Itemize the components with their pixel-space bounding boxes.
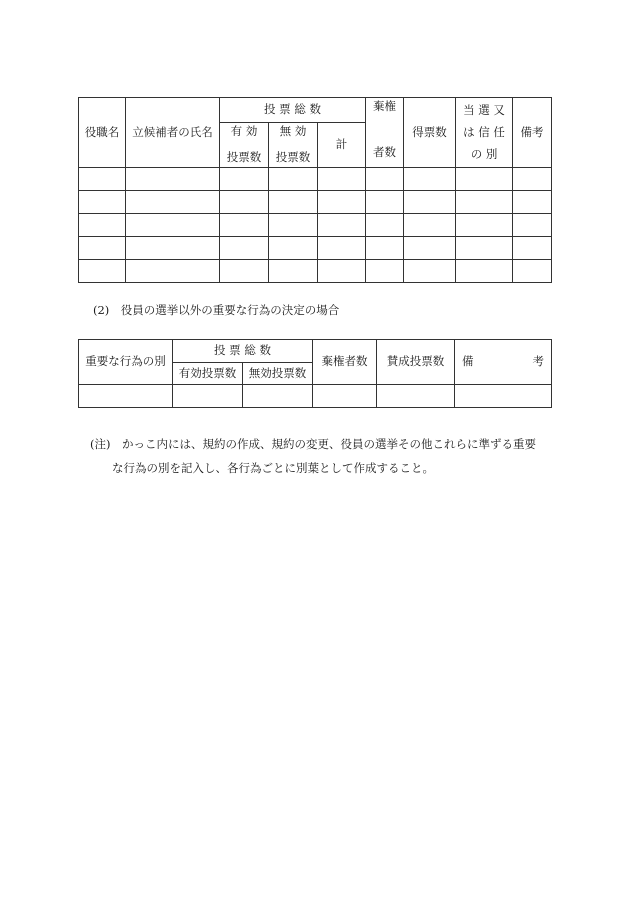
table-cell[interactable]: [377, 385, 455, 408]
header-remarks: 備考: [513, 98, 552, 168]
table-cell[interactable]: [513, 237, 552, 260]
header-role: 役職名: [79, 98, 126, 168]
table-cell[interactable]: [366, 260, 404, 283]
header-sum: 計: [318, 123, 366, 168]
table-cell[interactable]: [366, 237, 404, 260]
header-remarks: 備 考: [455, 340, 552, 385]
header-approve-votes: 賛成投票数: [377, 340, 455, 385]
note-line-2: な行為の別を記入し、各行為ごとに別葉として作成すること。: [112, 461, 434, 475]
table-cell[interactable]: [513, 191, 552, 214]
table-cell[interactable]: [243, 385, 313, 408]
table-cell[interactable]: [404, 214, 456, 237]
table-cell[interactable]: [79, 168, 126, 191]
table-cell[interactable]: [79, 237, 126, 260]
table-cell[interactable]: [79, 385, 173, 408]
table-cell[interactable]: [79, 260, 126, 283]
table-cell[interactable]: [456, 260, 513, 283]
table-cell[interactable]: [126, 168, 220, 191]
table-cell[interactable]: [220, 260, 269, 283]
table-cell[interactable]: [173, 385, 243, 408]
table-cell[interactable]: [513, 214, 552, 237]
table-cell[interactable]: [126, 191, 220, 214]
table-cell[interactable]: [404, 168, 456, 191]
table-cell[interactable]: [126, 260, 220, 283]
header-act-type: 重要な行為の別: [79, 340, 173, 385]
header-valid-votes: 有 効 投票数: [220, 123, 269, 168]
table-cell[interactable]: [126, 214, 220, 237]
note: [90, 432, 536, 480]
table-cell[interactable]: [269, 214, 318, 237]
header-votes-received: 得票数: [404, 98, 456, 168]
table-cell[interactable]: [455, 385, 552, 408]
table-cell[interactable]: [366, 214, 404, 237]
table-row: [79, 260, 552, 283]
table-cell[interactable]: [220, 214, 269, 237]
table-cell[interactable]: [366, 191, 404, 214]
table-cell[interactable]: [366, 168, 404, 191]
table-cell[interactable]: [126, 237, 220, 260]
section-2-title: (2) 役員の選挙以外の重要な行為の決定の場合: [93, 303, 340, 317]
table-cell[interactable]: [404, 237, 456, 260]
table-cell[interactable]: [318, 214, 366, 237]
header-valid-votes: 有効投票数: [173, 363, 243, 385]
table-cell[interactable]: [318, 168, 366, 191]
table-cell[interactable]: [313, 385, 377, 408]
header-total-votes: 投 票 総 数: [173, 340, 313, 363]
header-elected-or-confidence: 当 選 又 は 信 任 の 別: [456, 98, 513, 168]
table-cell[interactable]: [269, 237, 318, 260]
table-cell[interactable]: [318, 191, 366, 214]
election-results-table: [78, 97, 552, 283]
table-cell[interactable]: [220, 168, 269, 191]
table-row: [79, 237, 552, 260]
note-line-1: (注) かっこ内には、規約の作成、規約の変更、役員の選挙その他これらに準ずる重要: [90, 437, 536, 451]
header-invalid-votes: 無効投票数: [243, 363, 313, 385]
table-cell[interactable]: [269, 168, 318, 191]
table-row: [79, 385, 552, 408]
table-cell[interactable]: [79, 191, 126, 214]
header-candidate-name: 立候補者の氏名: [126, 98, 220, 168]
table-cell[interactable]: [456, 191, 513, 214]
header-invalid-votes: 無 効 投票数: [269, 123, 318, 168]
header-abstainers: 棄権者数: [313, 340, 377, 385]
table-cell[interactable]: [404, 191, 456, 214]
table-cell[interactable]: [318, 260, 366, 283]
table-row: [79, 168, 552, 191]
table-cell[interactable]: [220, 191, 269, 214]
table-cell[interactable]: [404, 260, 456, 283]
header-abstainers: 棄権 者数: [366, 98, 404, 168]
table-cell[interactable]: [269, 191, 318, 214]
table-cell[interactable]: [220, 237, 269, 260]
table-cell[interactable]: [513, 168, 552, 191]
table-cell[interactable]: [269, 260, 318, 283]
table-cell[interactable]: [456, 214, 513, 237]
important-act-table: [78, 339, 552, 408]
table-cell[interactable]: [456, 168, 513, 191]
table-cell[interactable]: [318, 237, 366, 260]
header-total-votes: 投 票 総 数: [220, 98, 366, 123]
table-cell[interactable]: [513, 260, 552, 283]
table-cell[interactable]: [456, 237, 513, 260]
table-row: [79, 214, 552, 237]
table-cell[interactable]: [79, 214, 126, 237]
table-row: [79, 191, 552, 214]
